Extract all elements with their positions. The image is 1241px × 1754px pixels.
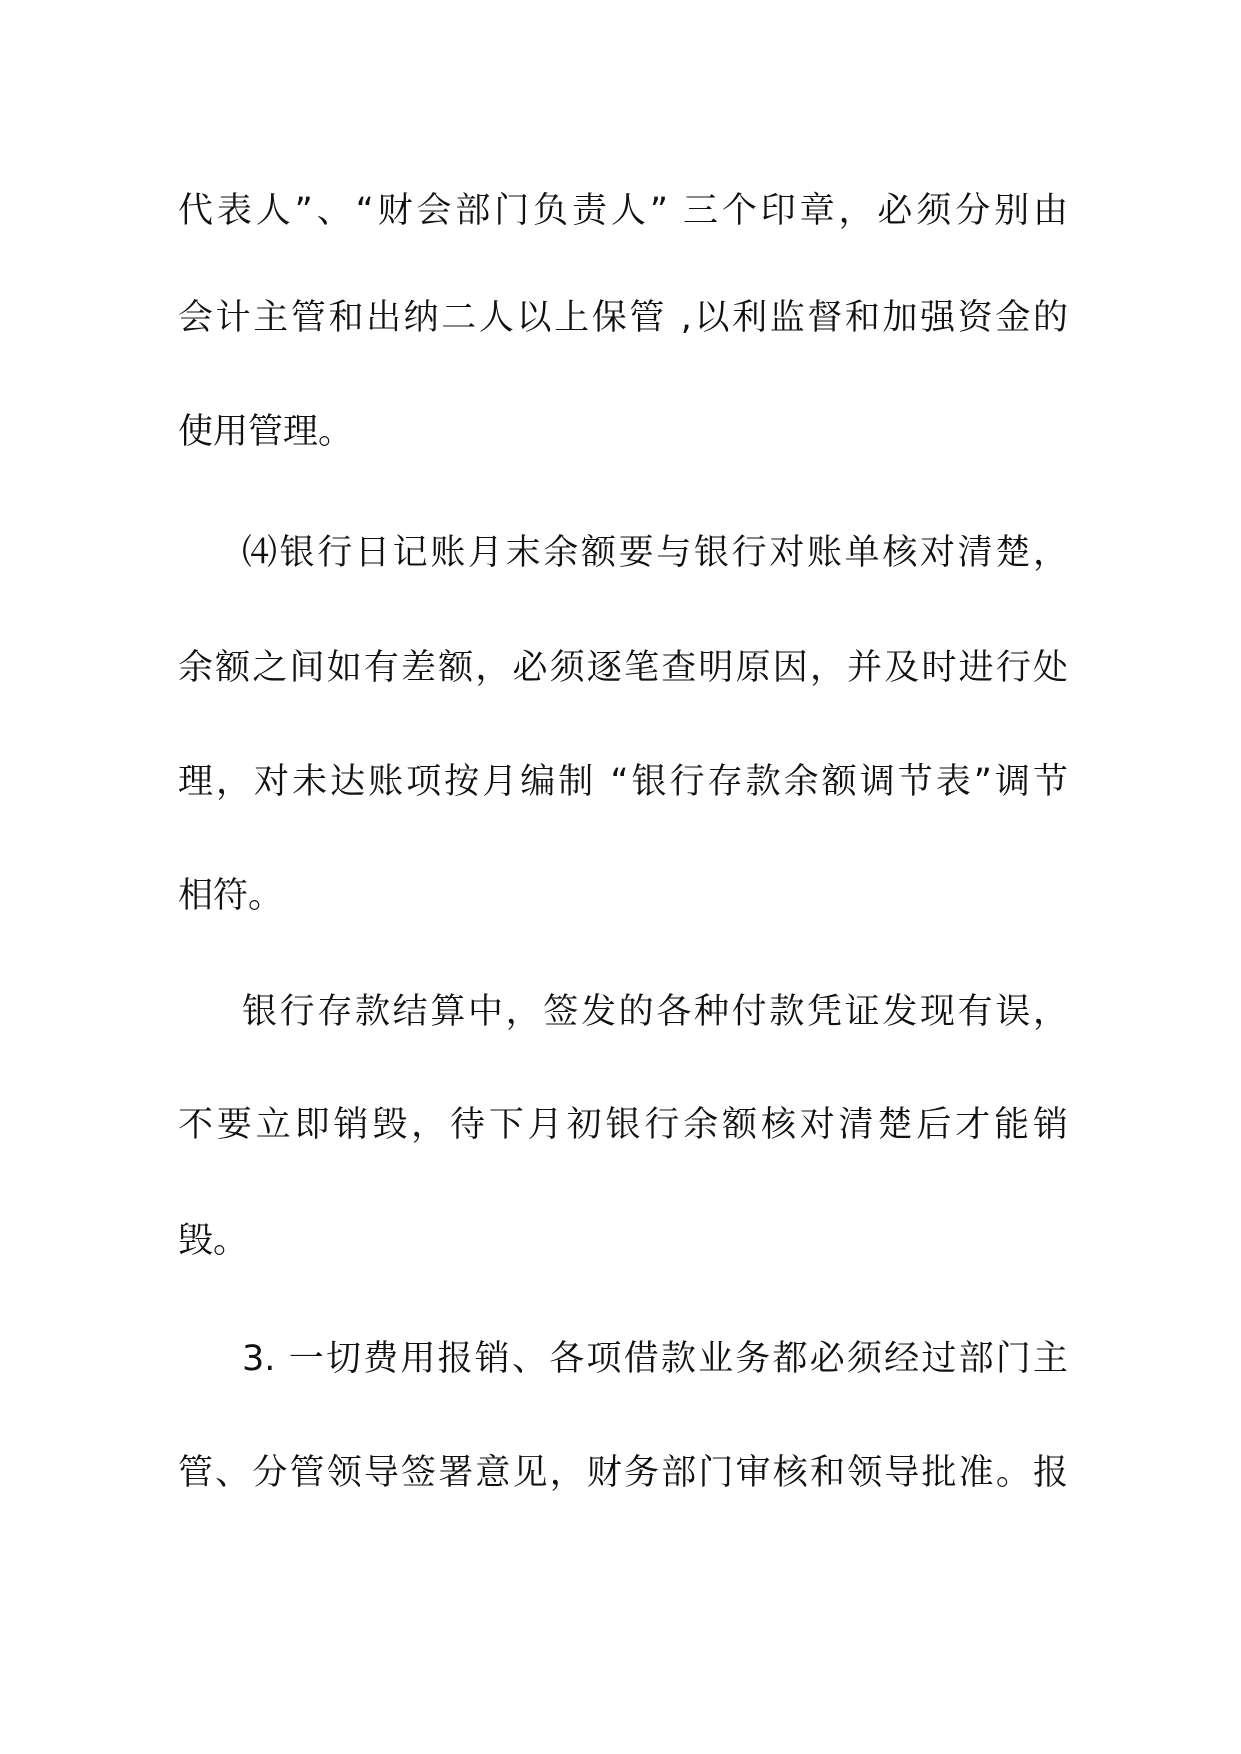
- text-line: 相符。: [178, 876, 284, 916]
- paragraph-first-line: 银行存款结算中，签发的各种付款凭证发现有误，: [242, 992, 1068, 1032]
- text-line: 代表人”、“财会部门负责人” 三个印章，必须分别由: [178, 191, 1068, 231]
- section-3-first-line: 3. 一切费用报销、各项借款业务都必须经过部门主: [242, 1339, 1068, 1379]
- text-line: 管、分管领导签署意见，财务部门审核和领导批准。报: [178, 1453, 1068, 1493]
- paragraph-4-first-line: ⑷银行日记账月末余额要与银行对账单核对清楚，: [242, 533, 1068, 573]
- text-line: 使用管理。: [178, 412, 354, 452]
- text-line: 毁。: [178, 1221, 249, 1261]
- text-line: 会计主管和出纳二人以上保管 ,以利监督和加强资金的: [178, 298, 1068, 338]
- text-line: 不要立即销毁，待下月初银行余额核对清楚后才能销: [178, 1105, 1068, 1145]
- text-line: 理，对未达账项按月编制 “银行存款余额调节表”调节: [178, 762, 1068, 802]
- text-line: 余额之间如有差额，必须逐笔查明原因，并及时进行处: [178, 648, 1068, 688]
